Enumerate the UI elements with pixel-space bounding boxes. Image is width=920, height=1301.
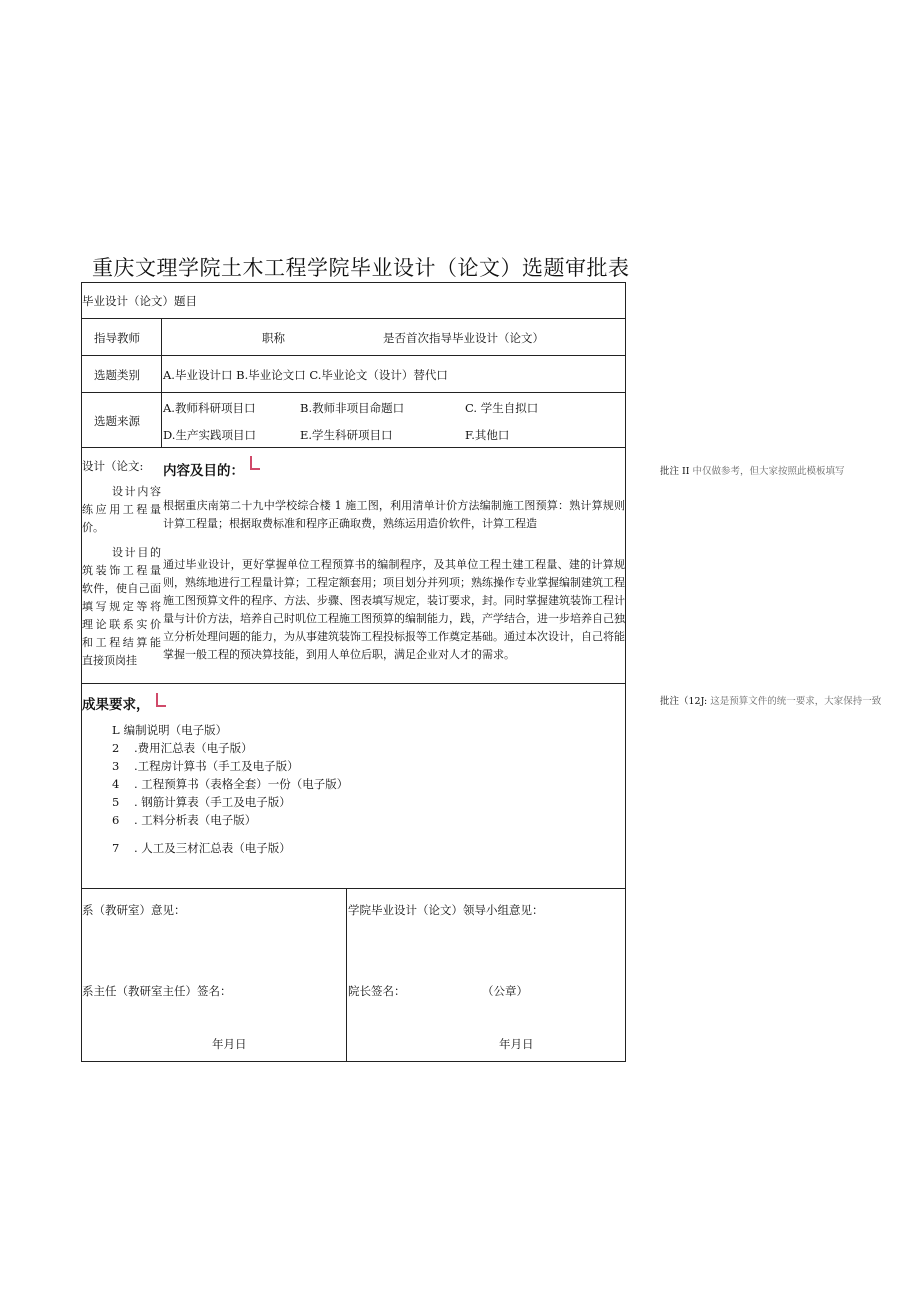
left-block-2 (82, 544, 161, 670)
column-divider (161, 318, 162, 447)
left-block-line: 直接顶岗挂 (82, 654, 137, 667)
comment-marker-icon (156, 693, 166, 707)
list-item (112, 812, 256, 828)
list-item (112, 840, 291, 856)
category-options: A.毕业设计口 B.毕业论文口 C.毕业论文（设计）替代口 (163, 368, 448, 382)
list-item (112, 794, 291, 810)
comment-marker-icon (250, 456, 260, 470)
approval-form-table (81, 282, 626, 1062)
content-heading: 内容及目的： (163, 463, 244, 479)
left-block-line: 和工程结算能 (82, 636, 161, 649)
source-option: A.教师科研项目口 (163, 401, 256, 415)
list-item (112, 776, 348, 792)
left-block-line: 练应用工程量 (82, 503, 161, 516)
column-divider (346, 888, 347, 1062)
row-divider (81, 318, 626, 319)
row-divider (81, 447, 626, 448)
results-heading: 成果要求， (82, 697, 150, 713)
list-item-text: . 人工及三材汇总表（电子版） (134, 841, 291, 855)
comment-body: 中仅做参考，但大家按照此模板填写 (692, 466, 845, 477)
college-date: 年月日 (499, 1037, 534, 1051)
source-option: F.其他口 (465, 428, 510, 442)
list-item-number: 5 (112, 795, 120, 809)
first-time-label: 是否首次指导毕业设计（论文） (383, 331, 544, 345)
dept-date: 年月日 (212, 1037, 247, 1051)
source-label: 选题来源 (94, 414, 140, 428)
left-block-1 (82, 483, 161, 537)
college-opinion-label: 学院毕业设计（论文）领导小组意见： (348, 903, 544, 917)
content-left-label: 设计（论文: (82, 459, 144, 473)
row-divider (81, 683, 626, 684)
list-item-text: .费用汇总表（电子版） (134, 741, 253, 755)
row-divider (81, 888, 626, 889)
left-block-line: 软件，使自己面 (82, 582, 161, 595)
left-block-line: 价。 (82, 521, 104, 534)
comment-lead: 批注 II (660, 466, 693, 477)
category-label: 选题类别 (94, 368, 140, 382)
source-option: E.学生科研项目口 (300, 428, 393, 442)
left-block-line: 设计目的 (112, 546, 161, 559)
list-item-number: 3 (112, 759, 120, 773)
left-block-line: 填写规定等将 (82, 600, 161, 613)
comment-lead: 批注（12J: (660, 696, 711, 707)
row-divider (81, 355, 626, 356)
content-paragraph-1: 根据重庆南第二十九中学校综合楼 1 施工图，利用清单计价方法编制施工图预算：熟计算规则计算工程量；根据取费标准和程序正确取费，熟练运用造价软件，计算工程造 (163, 499, 625, 530)
dept-sign-label: 系主任（教研室主任）签名： (82, 984, 232, 998)
list-item-text: . 工程预算书（表格全套）一份（电子版） (134, 777, 349, 791)
dept-opinion-label: 系（教研室）意见： (82, 903, 186, 917)
left-block-line: 理论联系实价 (82, 618, 161, 631)
advisor-label: 指导教师 (94, 331, 140, 345)
source-option: D.生产实践项目口 (163, 428, 256, 442)
source-option: B.教师非项目命题口 (300, 401, 405, 415)
list-item-text: . 钢筋计算表（手工及电子版） (134, 795, 291, 809)
list-item-number: 7 (112, 841, 120, 855)
list-item (112, 722, 227, 738)
list-item-text: . 工料分析表（电子版） (134, 813, 257, 827)
source-option: C. 学生自拟口 (465, 401, 539, 415)
list-item-number: L (112, 723, 120, 737)
left-block-line: 筑装饰工程量 (82, 564, 161, 577)
seal-label: （公章） (482, 984, 528, 998)
content-paragraph-2: 通过毕业设计，更好掌握单位工程预算书的编制程序，及其单位工程土建工程量、建的计算规则，熟练地进行工程量计算；工程定额套用；项目划分并列项；熟练操作专业掌握编制建筑工程施工图预算文件的程序、方法、步骤、图表填写规定，装订要求，封。同时掌握建筑装饰工程计量与计价方法，培养自己时叽位工程施工图预算的编制能力，践，产学结合，进一步培养自己独立分析处理问题的能力，为从事建筑装饰工程投标报等工作奠定基础。通过本次设计，自己将能掌握一般工程的预决算技能，到用人单位后职，满足企业对人才的需求。 (163, 558, 625, 661)
topic-label: 毕业设计（论文）题目 (82, 294, 197, 308)
list-item-number: 4 (112, 777, 120, 791)
margin-comment[interactable] (660, 693, 881, 707)
list-item-number: 2 (112, 741, 120, 755)
list-item (112, 740, 253, 756)
list-item-number: 6 (112, 813, 120, 827)
comment-body: 这是预算文件的统一要求，大家保持一致 (710, 696, 882, 707)
row-divider (81, 392, 626, 393)
page-title: 重庆文理学院土木工程学院毕业设计（论文）选题审批表 (92, 256, 630, 280)
college-sign-label: 院长签名： (348, 984, 406, 998)
rank-label: 职称 (262, 331, 285, 345)
left-block-line: 设计内容 (112, 485, 161, 498)
list-item (112, 758, 299, 774)
list-item-text: 编制说明（电子版） (123, 723, 228, 737)
list-item-text: .工程房计算书（手工及电子版） (134, 759, 299, 773)
margin-comment[interactable] (660, 463, 845, 477)
